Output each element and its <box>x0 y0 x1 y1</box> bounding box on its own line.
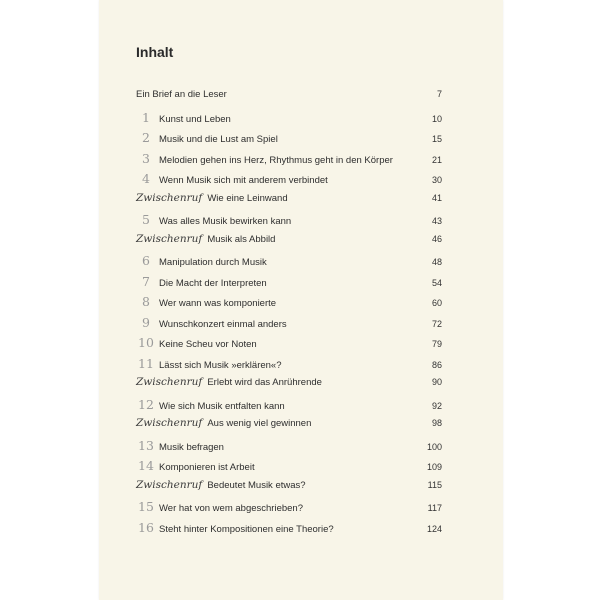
toc-entry-prefix: Zwischenruf <box>136 191 203 204</box>
toc-entry-title: Komponieren ist Arbeit <box>159 462 255 473</box>
book-page <box>99 0 503 600</box>
toc-entry-number: 6 <box>142 253 150 268</box>
toc-entry-number: 10 <box>138 335 154 350</box>
toc-entry-page: 115 <box>427 479 442 490</box>
toc-entry-page: 98 <box>431 418 442 428</box>
toc-entry-number: 12 <box>138 396 154 412</box>
toc-entry-number: 11 <box>138 355 154 371</box>
toc-entry <box>136 479 442 500</box>
toc-entry-title: Keine Scheu vor Noten <box>159 339 257 350</box>
toc-entry-prefix: Zwischenruf <box>136 417 203 429</box>
toc-entry-title: Wer hat von wem abgeschrieben? <box>159 503 303 514</box>
toc-entry-page: 109 <box>426 462 442 472</box>
toc-entry <box>136 356 442 377</box>
toc-entry-title: Steht hinter Kompositionen eine Theorie? <box>159 523 334 535</box>
toc-entry <box>136 335 442 356</box>
toc-entry <box>136 151 442 172</box>
toc-entry-page: 124 <box>426 523 442 534</box>
toc-entry <box>136 520 442 541</box>
toc-entry-number: 9 <box>142 314 150 330</box>
toc-entry-title: Musik als Abbild <box>207 233 276 245</box>
toc-entry-number: 14 <box>138 458 154 473</box>
toc-entry-page: 60 <box>431 298 442 308</box>
toc-entry-prefix: Zwischenruf <box>136 376 203 388</box>
toc-entry-title: Aus wenig viel gewinnen <box>207 418 312 429</box>
toc-entry <box>136 376 442 397</box>
toc-entry-page: 100 <box>426 441 442 452</box>
toc-entry-title: Erlebt wird das Anrührende <box>207 377 322 388</box>
toc-entry-page: 54 <box>431 277 442 288</box>
toc-entry-title: Wunschkonzert einmal anders <box>159 318 287 330</box>
toc-entry <box>136 294 442 315</box>
toc-entry-page: 90 <box>431 377 442 387</box>
toc-entry-number: 15 <box>138 499 154 514</box>
toc-entry-title: Wer wann was komponierte <box>159 298 277 309</box>
toc-entry-page: 10 <box>431 113 442 124</box>
toc-entry-page: 43 <box>431 216 442 226</box>
toc-entry-page: 7 <box>436 89 442 99</box>
toc-entry-page: 79 <box>431 339 442 349</box>
toc-entry-page: 30 <box>431 175 442 185</box>
toc-entry-number: 5 <box>142 212 150 227</box>
toc-entry-number: 2 <box>142 130 150 145</box>
toc-entry <box>136 130 442 151</box>
toc-entry-title: Wie eine Leinwand <box>207 192 288 204</box>
toc-entry-title: Lässt sich Musik »erklären«? <box>159 359 282 371</box>
toc-entry-page: 15 <box>431 134 442 144</box>
toc-entry-page: 117 <box>427 503 442 513</box>
toc-entry-title: Kunst und Leben <box>159 113 231 125</box>
toc-entry <box>136 458 442 479</box>
toc-entry-page: 86 <box>431 359 442 370</box>
toc-entry <box>136 397 442 418</box>
toc-entry-number: 13 <box>138 437 154 453</box>
toc-entry-page: 41 <box>431 192 442 203</box>
toc-entry <box>136 110 442 131</box>
toc-entry <box>136 212 442 233</box>
toc-entry-prefix: Zwischenruf <box>136 232 203 245</box>
toc-entry <box>136 315 442 336</box>
toc-entry <box>136 192 442 213</box>
toc-entry-title: Ein Brief an die Leser <box>136 89 227 100</box>
toc-entry-page: 48 <box>431 257 442 267</box>
toc-entry-page: 92 <box>431 400 442 411</box>
toc-entry-page: 21 <box>431 154 442 165</box>
toc-entry <box>136 89 442 110</box>
toc-entry <box>136 417 442 438</box>
toc-entry-title: Wie sich Musik entfalten kann <box>159 400 285 412</box>
toc-entry-page: 46 <box>431 233 442 244</box>
toc-entry <box>136 438 442 459</box>
toc-entry-title: Musik befragen <box>159 441 224 453</box>
toc-entry <box>136 274 442 295</box>
toc-entry-title: Manipulation durch Musik <box>159 257 267 268</box>
toc-entry-title: Die Macht der Interpreten <box>159 277 267 289</box>
page-title: Inhalt <box>136 44 174 60</box>
toc-entry-title: Was alles Musik bewirken kann <box>159 216 292 227</box>
toc-entry-title: Musik und die Lust am Spiel <box>159 134 278 145</box>
toc-entry-title: Bedeutet Musik etwas? <box>207 479 306 491</box>
toc-entry-prefix: Zwischenruf <box>136 478 203 491</box>
toc-entry-title: Melodien gehen ins Herz, Rhythmus geht in den Körper <box>159 154 393 166</box>
toc-entry-number: 3 <box>142 150 150 166</box>
table-of-contents <box>136 89 442 540</box>
toc-entry-number: 1 <box>142 109 150 125</box>
toc-entry <box>136 499 442 520</box>
toc-entry-number: 7 <box>142 273 150 289</box>
toc-entry-number: 16 <box>138 519 154 535</box>
toc-entry-page: 72 <box>431 318 442 329</box>
toc-entry <box>136 253 442 274</box>
toc-entry-number: 4 <box>142 171 150 186</box>
toc-entry <box>136 233 442 254</box>
toc-entry <box>136 171 442 192</box>
toc-entry-title: Wenn Musik sich mit anderem verbindet <box>159 175 328 186</box>
toc-entry-number: 8 <box>142 294 150 309</box>
